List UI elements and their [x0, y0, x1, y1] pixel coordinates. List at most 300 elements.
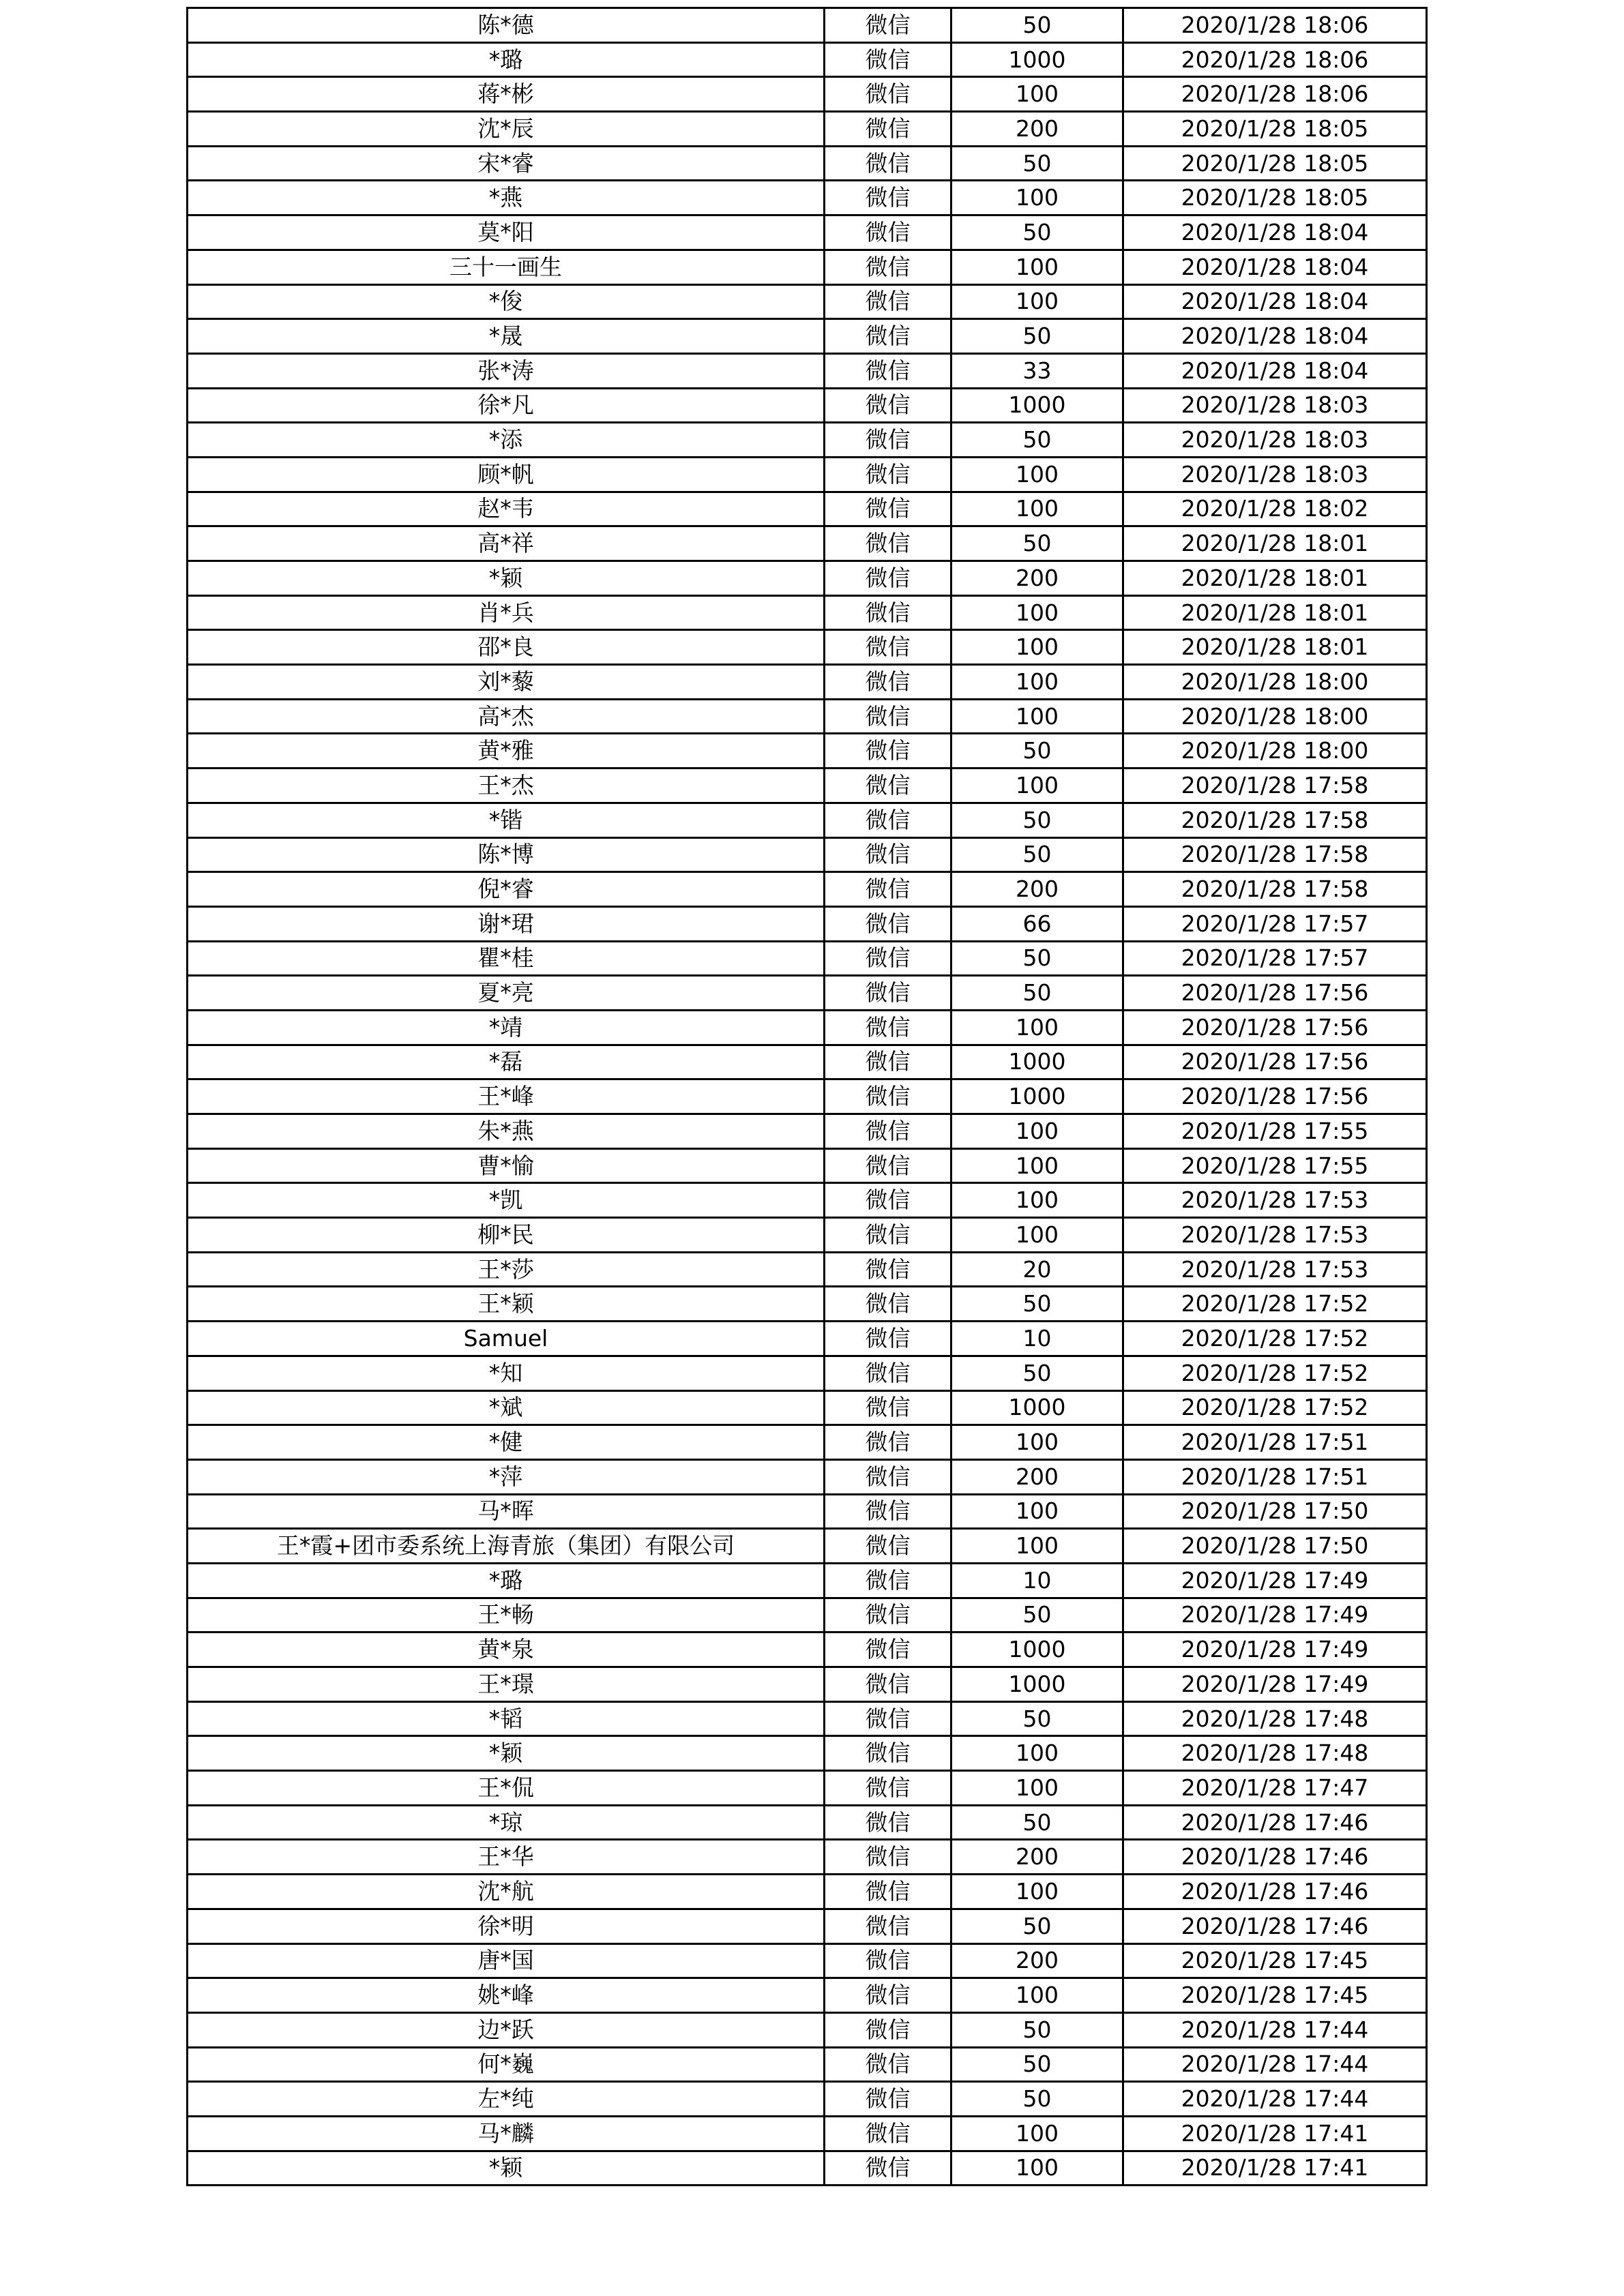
payment-channel-cell: 微信 — [825, 181, 951, 215]
donor-name-cell: 沈*航 — [188, 1875, 825, 1909]
table-row — [188, 1148, 1427, 1183]
amount-cell: 50 — [951, 837, 1123, 872]
time-cell: 2020/1/28 17:41 — [1123, 2116, 1427, 2151]
payment-channel-cell: 微信 — [825, 8, 951, 43]
donor-name-cell: 左*纯 — [188, 2082, 825, 2117]
time-cell: 2020/1/28 17:52 — [1123, 1287, 1427, 1322]
payment-channel-cell: 微信 — [825, 353, 951, 388]
donor-name-cell: 黄*泉 — [188, 1632, 825, 1667]
table-row — [188, 492, 1427, 526]
donor-name-cell: 王*杰 — [188, 769, 825, 803]
amount-cell: 1000 — [951, 1667, 1123, 1702]
donor-name-cell: *知 — [188, 1356, 825, 1390]
table-row — [188, 112, 1427, 147]
payment-channel-cell: 微信 — [825, 319, 951, 354]
payment-channel-cell: 微信 — [825, 457, 951, 492]
table-row — [188, 2116, 1427, 2151]
time-cell: 2020/1/28 18:01 — [1123, 561, 1427, 596]
donor-name-cell: 王*莎 — [188, 1252, 825, 1287]
table-row — [188, 423, 1427, 458]
table-row — [188, 146, 1427, 181]
table-row — [188, 1010, 1427, 1045]
payment-channel-cell: 微信 — [825, 1252, 951, 1287]
donor-name-cell: *颖 — [188, 2151, 825, 2186]
amount-cell: 100 — [951, 1218, 1123, 1253]
time-cell: 2020/1/28 17:56 — [1123, 1079, 1427, 1114]
amount-cell: 100 — [951, 1978, 1123, 2013]
table-row — [188, 595, 1427, 630]
time-cell: 2020/1/28 18:03 — [1123, 388, 1427, 423]
payment-channel-cell: 微信 — [825, 803, 951, 837]
donor-name-cell: 王*华 — [188, 1840, 825, 1875]
table-row — [188, 1356, 1427, 1390]
donor-name-cell: 高*杰 — [188, 699, 825, 734]
time-cell: 2020/1/28 18:04 — [1123, 215, 1427, 250]
amount-cell: 100 — [951, 769, 1123, 803]
time-cell: 2020/1/28 18:04 — [1123, 353, 1427, 388]
time-cell: 2020/1/28 17:58 — [1123, 803, 1427, 837]
table-row — [188, 561, 1427, 596]
time-cell: 2020/1/28 18:06 — [1123, 8, 1427, 43]
amount-cell: 50 — [951, 803, 1123, 837]
donor-name-cell: 曹*愉 — [188, 1148, 825, 1183]
payment-channel-cell: 微信 — [825, 1114, 951, 1149]
table-row — [188, 734, 1427, 769]
amount-cell: 50 — [951, 976, 1123, 1011]
table-row — [188, 2151, 1427, 2186]
time-cell: 2020/1/28 17:53 — [1123, 1252, 1427, 1287]
donor-name-cell: *添 — [188, 423, 825, 458]
payment-channel-cell: 微信 — [825, 595, 951, 630]
payment-channel-cell: 微信 — [825, 112, 951, 147]
donor-name-cell: 柳*民 — [188, 1218, 825, 1253]
time-cell: 2020/1/28 17:55 — [1123, 1148, 1427, 1183]
time-cell: 2020/1/28 17:44 — [1123, 2082, 1427, 2117]
donor-name-cell: *靖 — [188, 1010, 825, 1045]
table-row — [188, 2082, 1427, 2117]
donor-name-cell: 陈*德 — [188, 8, 825, 43]
amount-cell: 100 — [951, 699, 1123, 734]
amount-cell: 1000 — [951, 1079, 1123, 1114]
table-row — [188, 1218, 1427, 1253]
amount-cell: 200 — [951, 112, 1123, 147]
time-cell: 2020/1/28 17:58 — [1123, 837, 1427, 872]
donor-name-cell: *晟 — [188, 319, 825, 354]
donor-name-cell: 王*侃 — [188, 1771, 825, 1806]
time-cell: 2020/1/28 18:04 — [1123, 284, 1427, 319]
table-row — [188, 1978, 1427, 2013]
donor-name-cell: Samuel — [188, 1322, 825, 1356]
time-cell: 2020/1/28 17:48 — [1123, 1736, 1427, 1771]
time-cell: 2020/1/28 18:03 — [1123, 423, 1427, 458]
time-cell: 2020/1/28 18:00 — [1123, 699, 1427, 734]
amount-cell: 1000 — [951, 42, 1123, 77]
amount-cell: 100 — [951, 665, 1123, 700]
payment-channel-cell: 微信 — [825, 526, 951, 561]
donor-name-cell: 夏*亮 — [188, 976, 825, 1011]
amount-cell: 50 — [951, 2082, 1123, 2117]
payment-channel-cell: 微信 — [825, 1771, 951, 1806]
donor-name-cell: 唐*国 — [188, 1943, 825, 1978]
table-row — [188, 1183, 1427, 1218]
time-cell: 2020/1/28 18:02 — [1123, 492, 1427, 526]
time-cell: 2020/1/28 17:56 — [1123, 1010, 1427, 1045]
table-row — [188, 872, 1427, 907]
table-row — [188, 284, 1427, 319]
donor-name-cell: 王*畅 — [188, 1598, 825, 1632]
payment-channel-cell: 微信 — [825, 492, 951, 526]
table-row — [188, 1079, 1427, 1114]
payment-channel-cell: 微信 — [825, 423, 951, 458]
time-cell: 2020/1/28 17:53 — [1123, 1183, 1427, 1218]
donor-name-cell: *颖 — [188, 561, 825, 596]
donor-name-cell: *斌 — [188, 1390, 825, 1425]
donor-name-cell: 王*霞+团市委系统上海青旅（集团）有限公司 — [188, 1529, 825, 1564]
amount-cell: 100 — [951, 630, 1123, 665]
table-row — [188, 699, 1427, 734]
amount-cell: 1000 — [951, 1632, 1123, 1667]
payment-channel-cell: 微信 — [825, 1943, 951, 1978]
table-row — [188, 1322, 1427, 1356]
table-row — [188, 215, 1427, 250]
amount-cell: 10 — [951, 1322, 1123, 1356]
payment-channel-cell: 微信 — [825, 1875, 951, 1909]
amount-cell: 100 — [951, 1771, 1123, 1806]
table-row — [188, 665, 1427, 700]
donation-table — [186, 7, 1428, 2186]
amount-cell: 50 — [951, 1701, 1123, 1736]
payment-channel-cell: 微信 — [825, 1356, 951, 1390]
donor-name-cell: 王*璟 — [188, 1667, 825, 1702]
donor-name-cell: 高*祥 — [188, 526, 825, 561]
table-row — [188, 2047, 1427, 2082]
amount-cell: 100 — [951, 77, 1123, 112]
table-row — [188, 803, 1427, 837]
time-cell: 2020/1/28 17:55 — [1123, 1114, 1427, 1149]
payment-channel-cell: 微信 — [825, 1425, 951, 1460]
amount-cell: 50 — [951, 2012, 1123, 2047]
payment-channel-cell: 微信 — [825, 1805, 951, 1840]
payment-channel-cell: 微信 — [825, 1529, 951, 1564]
time-cell: 2020/1/28 17:49 — [1123, 1563, 1427, 1598]
amount-cell: 100 — [951, 250, 1123, 284]
table-row — [188, 1667, 1427, 1702]
amount-cell: 200 — [951, 561, 1123, 596]
table-row — [188, 1632, 1427, 1667]
time-cell: 2020/1/28 18:04 — [1123, 319, 1427, 354]
donor-name-cell: *萍 — [188, 1459, 825, 1494]
table-row — [188, 2012, 1427, 2047]
table-row — [188, 1771, 1427, 1806]
amount-cell: 100 — [951, 2151, 1123, 2186]
table-row — [188, 1909, 1427, 1943]
payment-channel-cell: 微信 — [825, 1632, 951, 1667]
table-row — [188, 319, 1427, 354]
time-cell: 2020/1/28 17:56 — [1123, 976, 1427, 1011]
table-row — [188, 457, 1427, 492]
donor-name-cell: 边*跃 — [188, 2012, 825, 2047]
donor-name-cell: 宋*睿 — [188, 146, 825, 181]
table-row — [188, 1494, 1427, 1529]
donor-name-cell: 谢*珺 — [188, 906, 825, 941]
payment-channel-cell: 微信 — [825, 1701, 951, 1736]
time-cell: 2020/1/28 18:05 — [1123, 181, 1427, 215]
amount-cell: 50 — [951, 1598, 1123, 1632]
amount-cell: 33 — [951, 353, 1123, 388]
payment-channel-cell: 微信 — [825, 250, 951, 284]
donor-name-cell: 刘*藜 — [188, 665, 825, 700]
table-row — [188, 1114, 1427, 1149]
payment-channel-cell: 微信 — [825, 976, 951, 1011]
table-row — [188, 250, 1427, 284]
table-row — [188, 976, 1427, 1011]
amount-cell: 66 — [951, 906, 1123, 941]
time-cell: 2020/1/28 17:51 — [1123, 1425, 1427, 1460]
payment-channel-cell: 微信 — [825, 2151, 951, 2186]
time-cell: 2020/1/28 17:52 — [1123, 1356, 1427, 1390]
payment-channel-cell: 微信 — [825, 284, 951, 319]
table-row — [188, 526, 1427, 561]
amount-cell: 1000 — [951, 388, 1123, 423]
payment-channel-cell: 微信 — [825, 1287, 951, 1322]
amount-cell: 50 — [951, 1909, 1123, 1943]
time-cell: 2020/1/28 17:46 — [1123, 1875, 1427, 1909]
table-row — [188, 769, 1427, 803]
amount-cell: 100 — [951, 1010, 1123, 1045]
table-row — [188, 8, 1427, 43]
amount-cell: 10 — [951, 1563, 1123, 1598]
donor-name-cell: 黄*雅 — [188, 734, 825, 769]
donor-name-cell: *俊 — [188, 284, 825, 319]
table-row — [188, 1840, 1427, 1875]
donor-name-cell: 张*涛 — [188, 353, 825, 388]
payment-channel-cell: 微信 — [825, 77, 951, 112]
payment-channel-cell: 微信 — [825, 630, 951, 665]
time-cell: 2020/1/28 17:49 — [1123, 1598, 1427, 1632]
table-row — [188, 837, 1427, 872]
payment-channel-cell: 微信 — [825, 837, 951, 872]
donor-name-cell: 瞿*桂 — [188, 941, 825, 976]
payment-channel-cell: 微信 — [825, 388, 951, 423]
time-cell: 2020/1/28 17:45 — [1123, 1978, 1427, 2013]
table-row — [188, 1736, 1427, 1771]
amount-cell: 100 — [951, 284, 1123, 319]
time-cell: 2020/1/28 18:05 — [1123, 112, 1427, 147]
time-cell: 2020/1/28 17:46 — [1123, 1840, 1427, 1875]
donor-name-cell: 朱*燕 — [188, 1114, 825, 1149]
payment-channel-cell: 微信 — [825, 1563, 951, 1598]
time-cell: 2020/1/28 18:01 — [1123, 630, 1427, 665]
donor-name-cell: *璐 — [188, 1563, 825, 1598]
donor-name-cell: 肖*兵 — [188, 595, 825, 630]
table-row — [188, 77, 1427, 112]
amount-cell: 50 — [951, 526, 1123, 561]
table-row — [188, 1943, 1427, 1978]
donor-name-cell: 倪*睿 — [188, 872, 825, 907]
donation-table-body — [188, 8, 1427, 2186]
payment-channel-cell: 微信 — [825, 1183, 951, 1218]
time-cell: 2020/1/28 17:44 — [1123, 2047, 1427, 2082]
donor-name-cell: 马*晖 — [188, 1494, 825, 1529]
amount-cell: 20 — [951, 1252, 1123, 1287]
time-cell: 2020/1/28 17:50 — [1123, 1494, 1427, 1529]
payment-channel-cell: 微信 — [825, 1322, 951, 1356]
donor-name-cell: 徐*凡 — [188, 388, 825, 423]
amount-cell: 100 — [951, 1494, 1123, 1529]
amount-cell: 100 — [951, 2116, 1123, 2151]
time-cell: 2020/1/28 17:44 — [1123, 2012, 1427, 2047]
payment-channel-cell: 微信 — [825, 941, 951, 976]
time-cell: 2020/1/28 17:58 — [1123, 769, 1427, 803]
donor-name-cell: 莫*阳 — [188, 215, 825, 250]
payment-channel-cell: 微信 — [825, 146, 951, 181]
payment-channel-cell: 微信 — [825, 1598, 951, 1632]
donor-name-cell: 三十一画生 — [188, 250, 825, 284]
table-row — [188, 1805, 1427, 1840]
time-cell: 2020/1/28 18:06 — [1123, 77, 1427, 112]
table-row — [188, 1045, 1427, 1079]
payment-channel-cell: 微信 — [825, 1079, 951, 1114]
amount-cell: 100 — [951, 1183, 1123, 1218]
payment-channel-cell: 微信 — [825, 1010, 951, 1045]
donor-name-cell: 邵*良 — [188, 630, 825, 665]
table-row — [188, 941, 1427, 976]
donor-name-cell: 姚*峰 — [188, 1978, 825, 2013]
table-row — [188, 906, 1427, 941]
time-cell: 2020/1/28 17:49 — [1123, 1632, 1427, 1667]
donor-name-cell: 陈*博 — [188, 837, 825, 872]
time-cell: 2020/1/28 17:52 — [1123, 1390, 1427, 1425]
donor-name-cell: *锴 — [188, 803, 825, 837]
payment-channel-cell: 微信 — [825, 906, 951, 941]
donor-name-cell: 王*颖 — [188, 1287, 825, 1322]
amount-cell: 50 — [951, 8, 1123, 43]
table-row — [188, 1459, 1427, 1494]
donor-name-cell: 赵*韦 — [188, 492, 825, 526]
donor-name-cell: *颖 — [188, 1736, 825, 1771]
payment-channel-cell: 微信 — [825, 2116, 951, 2151]
time-cell: 2020/1/28 17:46 — [1123, 1909, 1427, 1943]
donor-name-cell: *璐 — [188, 42, 825, 77]
table-row — [188, 1563, 1427, 1598]
amount-cell: 50 — [951, 734, 1123, 769]
table-row — [188, 181, 1427, 215]
time-cell: 2020/1/28 18:03 — [1123, 457, 1427, 492]
donor-name-cell: 王*峰 — [188, 1079, 825, 1114]
amount-cell: 100 — [951, 1114, 1123, 1149]
amount-cell: 50 — [951, 2047, 1123, 2082]
time-cell: 2020/1/28 17:49 — [1123, 1667, 1427, 1702]
payment-channel-cell: 微信 — [825, 1148, 951, 1183]
payment-channel-cell: 微信 — [825, 1459, 951, 1494]
amount-cell: 100 — [951, 1736, 1123, 1771]
amount-cell: 50 — [951, 941, 1123, 976]
donor-name-cell: 马*麟 — [188, 2116, 825, 2151]
amount-cell: 50 — [951, 215, 1123, 250]
payment-channel-cell: 微信 — [825, 734, 951, 769]
time-cell: 2020/1/28 18:05 — [1123, 146, 1427, 181]
amount-cell: 200 — [951, 1459, 1123, 1494]
amount-cell: 100 — [951, 1425, 1123, 1460]
table-row — [188, 353, 1427, 388]
amount-cell: 100 — [951, 1529, 1123, 1564]
donor-name-cell: *凯 — [188, 1183, 825, 1218]
table-row — [188, 1529, 1427, 1564]
donor-name-cell: *燕 — [188, 181, 825, 215]
amount-cell: 200 — [951, 1840, 1123, 1875]
amount-cell: 100 — [951, 1148, 1123, 1183]
payment-channel-cell: 微信 — [825, 561, 951, 596]
time-cell: 2020/1/28 18:00 — [1123, 665, 1427, 700]
time-cell: 2020/1/28 18:00 — [1123, 734, 1427, 769]
amount-cell: 50 — [951, 423, 1123, 458]
amount-cell: 100 — [951, 1875, 1123, 1909]
donor-name-cell: 蒋*彬 — [188, 77, 825, 112]
time-cell: 2020/1/28 18:06 — [1123, 42, 1427, 77]
amount-cell: 200 — [951, 872, 1123, 907]
donor-name-cell: 顾*帆 — [188, 457, 825, 492]
time-cell: 2020/1/28 17:56 — [1123, 1045, 1427, 1079]
payment-channel-cell: 微信 — [825, 1045, 951, 1079]
amount-cell: 100 — [951, 181, 1123, 215]
donor-name-cell: 徐*明 — [188, 1909, 825, 1943]
donor-name-cell: 何*巍 — [188, 2047, 825, 2082]
time-cell: 2020/1/28 18:04 — [1123, 250, 1427, 284]
payment-channel-cell: 微信 — [825, 1218, 951, 1253]
donor-name-cell: *琼 — [188, 1805, 825, 1840]
amount-cell: 1000 — [951, 1390, 1123, 1425]
time-cell: 2020/1/28 17:57 — [1123, 906, 1427, 941]
amount-cell: 100 — [951, 595, 1123, 630]
donor-name-cell: *健 — [188, 1425, 825, 1460]
amount-cell: 100 — [951, 457, 1123, 492]
payment-channel-cell: 微信 — [825, 1736, 951, 1771]
donor-name-cell: 沈*辰 — [188, 112, 825, 147]
table-row — [188, 1390, 1427, 1425]
payment-channel-cell: 微信 — [825, 665, 951, 700]
table-row — [188, 1252, 1427, 1287]
amount-cell: 50 — [951, 1805, 1123, 1840]
time-cell: 2020/1/28 17:58 — [1123, 872, 1427, 907]
amount-cell: 100 — [951, 492, 1123, 526]
table-row — [188, 42, 1427, 77]
time-cell: 2020/1/28 17:46 — [1123, 1805, 1427, 1840]
donor-name-cell: *韬 — [188, 1701, 825, 1736]
payment-channel-cell: 微信 — [825, 872, 951, 907]
payment-channel-cell: 微信 — [825, 2012, 951, 2047]
payment-channel-cell: 微信 — [825, 699, 951, 734]
payment-channel-cell: 微信 — [825, 1909, 951, 1943]
payment-channel-cell: 微信 — [825, 1840, 951, 1875]
time-cell: 2020/1/28 17:52 — [1123, 1322, 1427, 1356]
table-row — [188, 388, 1427, 423]
time-cell: 2020/1/28 17:51 — [1123, 1459, 1427, 1494]
payment-channel-cell: 微信 — [825, 1978, 951, 2013]
time-cell: 2020/1/28 17:47 — [1123, 1771, 1427, 1806]
table-row — [188, 1701, 1427, 1736]
payment-channel-cell: 微信 — [825, 1390, 951, 1425]
payment-channel-cell: 微信 — [825, 42, 951, 77]
payment-channel-cell: 微信 — [825, 1667, 951, 1702]
table-row — [188, 630, 1427, 665]
time-cell: 2020/1/28 17:57 — [1123, 941, 1427, 976]
payment-channel-cell: 微信 — [825, 215, 951, 250]
time-cell: 2020/1/28 17:45 — [1123, 1943, 1427, 1978]
payment-channel-cell: 微信 — [825, 2082, 951, 2117]
amount-cell: 200 — [951, 1943, 1123, 1978]
time-cell: 2020/1/28 18:01 — [1123, 526, 1427, 561]
amount-cell: 50 — [951, 319, 1123, 354]
